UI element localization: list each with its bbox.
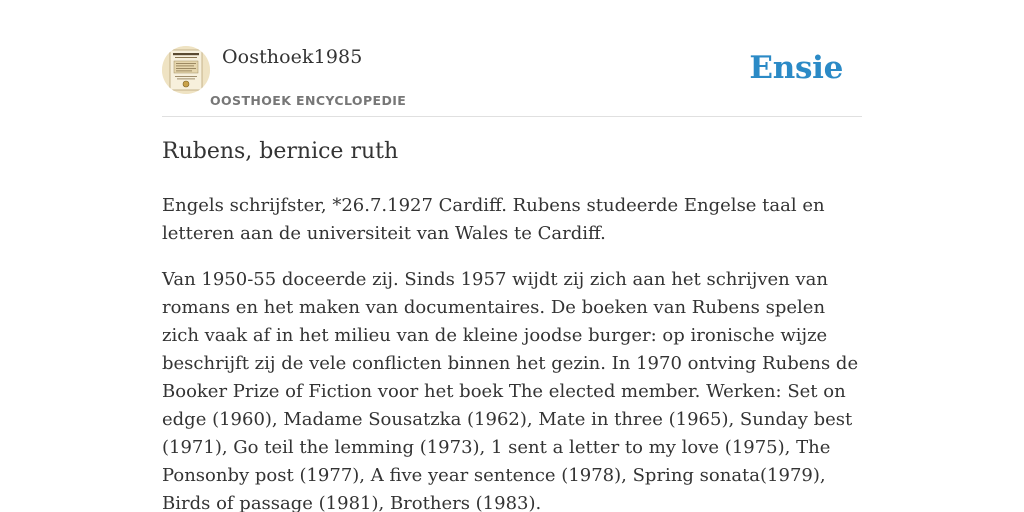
header <box>162 44 862 117</box>
brand-logo[interactable]: Ensie <box>749 50 843 86</box>
article-paragraph: Van 1950-55 doceerde zij. Sinds 1957 wijdt zij zich aan het schrijven van romans en het maken van documentaires. De boeken van Rubens spelen zich vaak af in het milieu van de kleine joodse burger: op ironische wijze beschrijft zij de vele conflicten binnen het gezin. In 1970 ontving Rubens de Booker Prize of Fiction voor het boek The elected member. Werken: Set on edge (1960), Madame Sousatzka (1962), Mate in three (1965), Sunday best (1971), Go teil the lemming (1973), 1 sent a letter to my love (1975), The Ponsonby post (1977), A five year sentence (1978), Spring sonata(1979), Birds of passage (1981), Brothers (1983). <box>162 269 859 512</box>
avatar[interactable] <box>162 46 210 94</box>
author-name[interactable]: Oosthoek1985 <box>222 46 363 68</box>
encyclopedia-cover-icon <box>162 46 210 94</box>
article-body <box>162 192 862 512</box>
page-title: Rubens, bernice ruth <box>162 139 399 164</box>
author-subtitle: OOSTHOEK ENCYCLOPEDIE <box>210 93 407 108</box>
article-paragraph: Engels schrijfster, *26.7.1927 Cardiff. Rubens studeerde Engelse taal en letteren aan de universiteit van Wales te Cardiff. <box>162 195 825 244</box>
